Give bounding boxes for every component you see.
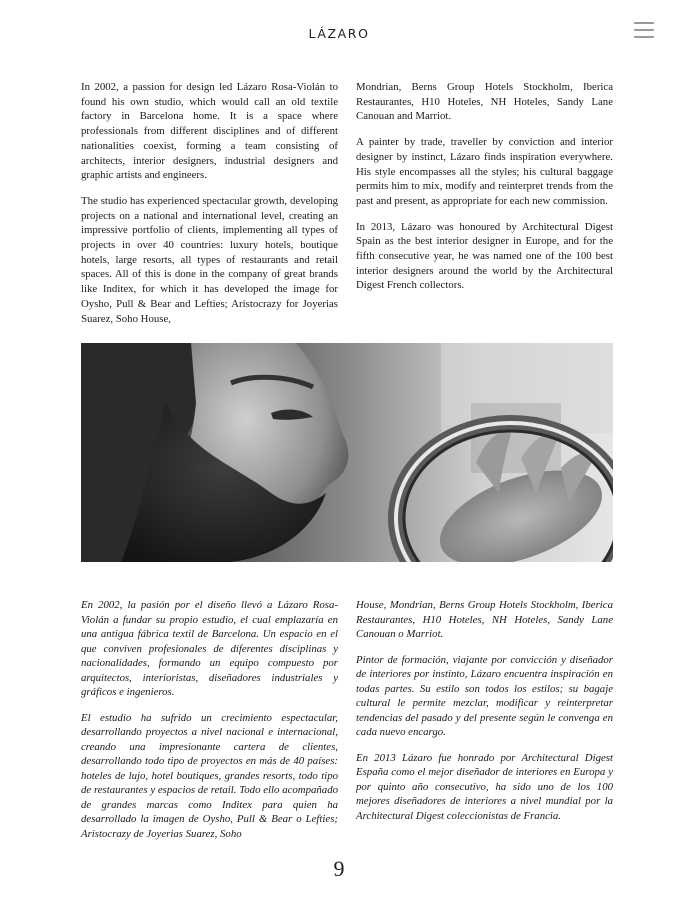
paragraph: El estudio ha sufrido un crecimiento espectacular, desarrollando proyectos a nivel nacional e internacional, creando una impresionante cartera de clientes, desarrollando todo tipo de proyectos en más de 40 países: hoteles de lujo, hotel boutiques, grandes resorts, todo tipo de restaurantes y espacios de retail. Todo ello acompañado de grandes marcas como Inditex para quien ha desarrollado la imagen de Oysho, Pull & Bear o Lefties; Aristocrazy de Joyerias Suarez, Soho [81,711,338,840]
paragraph: In 2013, Lázaro was honoured by Architectural Digest Spain as the best interior designer in Europe, and for the fifth consecutive year, he was named one of the 100 best interior designers around the world by the Architectural Digest French collectors. [356,220,613,292]
page-number: 9 [333,856,345,881]
menu-icon[interactable] [634,22,654,40]
paragraph: In 2002, a passion for design led Lázaro Rosa-Violán to found his own studio, which would call an old textile factory in Barcelona home. It is a space where professionals from different disciplines and of different nationalities coexist, forming a team consisting of architects, interior designers, industrial designers and graphic artists and engineers. [81,81,338,182]
spanish-column-right [356,598,613,834]
portrait-photo [81,343,613,562]
english-column-right [356,80,613,304]
paragraph: En 2002, la pasión por el diseño llevó a Lázaro Rosa-Violán a fundar su propio estudio, el cual emplazaría en una antigua fábrica textil de Barcelona. Un espacio en el que conviven profesionales de diferentes disciplinas y nacionalidades, formando un equipo compuesto por arquitectos, interioristas, diseñadores industriales y gráficos e ingenieros. [81,599,338,698]
paragraph: Pintor de formación, viajante por convicción y diseñador de interiores por instinto, Lázaro encuentra inspiración en todas partes. Su estilo son todos los estilos; su bagaje cultural le permite mezclar, modificar y reinterpretar tendencias del pasado y del presente según le convenga en cada nuevo encargo. [356,653,613,738]
paragraph: En 2013 Lázaro fue honrado por Architectural Digest España como el mejor diseñador de interiores en Europa y por quinto año consecutivo, ha sido uno de los 100 mejores diseñadores de interiores a nivel mundial por la Architectural Digest coleccionistas de Francia. [356,751,613,822]
paragraph: Mondrian, Berns Group Hotels Stockholm, Iberica Restaurantes, H10 Hoteles, NH Hoteles, Sandy Lane Canouan and Marriot. [356,81,613,123]
paragraph: House, Mondrian, Berns Group Hotels Stockholm, Iberica Restaurantes, H10 Hoteles, NH Hoteles, Sandy Lane Canouan o Marriot. [356,599,613,640]
english-column-left [81,80,338,337]
paragraph: The studio has experienced spectacular growth, developing projects on a national and international level, creating an impressive portfolio of clients, implementing all types of projects in over 40 countries: luxury hotels, boutique hotels, large resorts, all types of restaurants and retail spaces. All of this is done in the company of great brands like Inditex, for which it has developed the image for Oysho, Pull & Bear and Lefties; Aristocrazy for Joyerias Suarez, Soho House, [81,194,338,325]
header-title: LÁZARO [308,26,370,41]
paragraph: A painter by trade, traveller by conviction and interior designer by instinct, Lázaro finds inspiration everywhere. His style encompasses all the styles; his cultural baggage permits him to mix, modify and reinterpret trends from the past and present, as appropriate for each new commission. [356,136,613,207]
spanish-column-left [81,598,338,852]
